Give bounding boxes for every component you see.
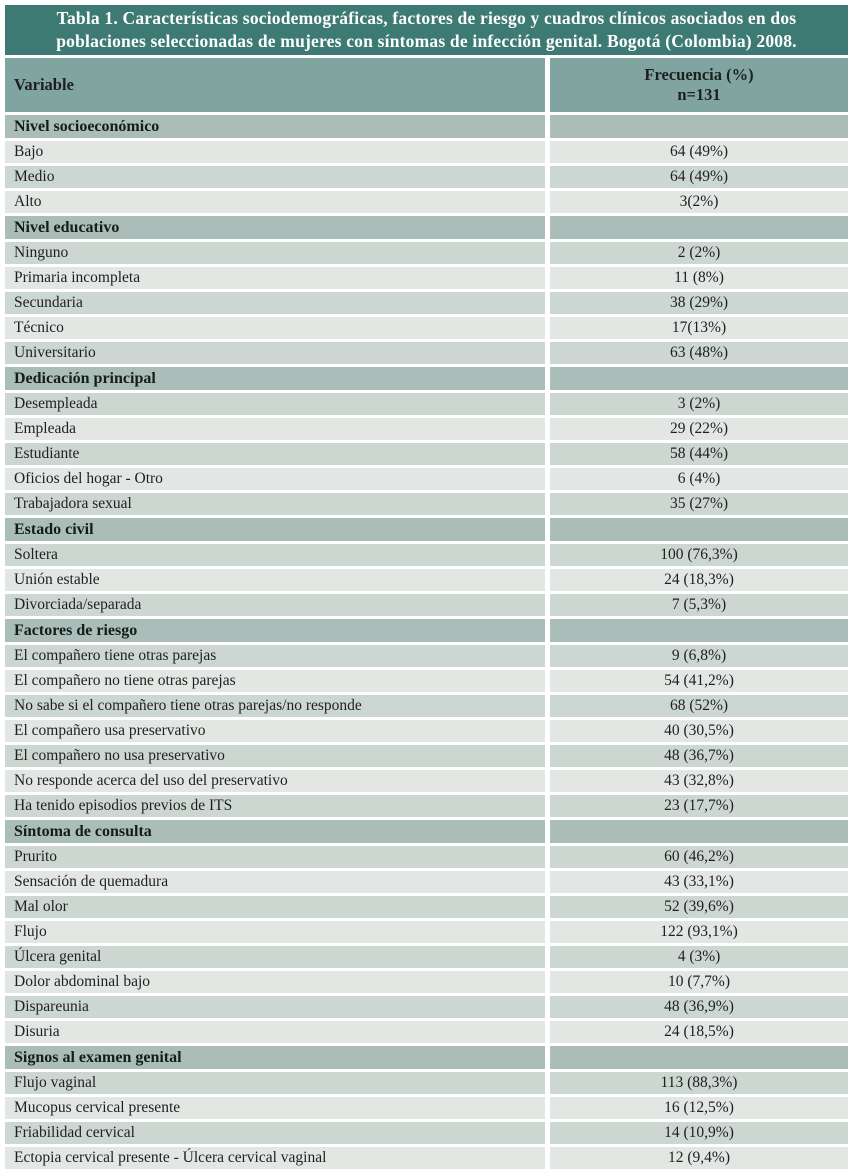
row-label: Secundaria (5, 292, 545, 314)
section-header-label: Estado civil (5, 518, 545, 541)
row-value: 64 (49%) (550, 141, 848, 163)
row-value: 35 (27%) (550, 493, 848, 515)
row-label: El compañero no tiene otras parejas (5, 670, 545, 692)
table-row (5, 996, 848, 1018)
row-label: Flujo vaginal (5, 1072, 545, 1094)
section-header-spacer (550, 820, 848, 843)
section-header-label: Factores de riesgo (5, 619, 545, 642)
table-row (5, 166, 848, 188)
row-value: 10 (7,7%) (550, 971, 848, 993)
row-label: No sabe si el compañero tiene otras parejas/no responde (5, 695, 545, 717)
row-label: El compañero usa preservativo (5, 720, 545, 742)
row-label: Unión estable (5, 569, 545, 591)
row-label: Oficios del hogar - Otro (5, 468, 545, 490)
row-value: 9 (6,8%) (550, 645, 848, 667)
table-row (5, 795, 848, 817)
table-row (5, 871, 848, 893)
row-label: Primaria incompleta (5, 267, 545, 289)
row-label: Friabilidad cervical (5, 1122, 545, 1144)
table-row (5, 946, 848, 968)
table-row (5, 292, 848, 314)
section-header (5, 518, 848, 541)
table-row (5, 468, 848, 490)
table-row (5, 493, 848, 515)
section-header-label: Síntoma de consulta (5, 820, 545, 843)
row-label: El compañero tiene otras parejas (5, 645, 545, 667)
row-label: Prurito (5, 846, 545, 868)
table-row (5, 1072, 848, 1094)
row-label: Desempleada (5, 393, 545, 415)
row-value: 68 (52%) (550, 695, 848, 717)
row-value: 63 (48%) (550, 342, 848, 364)
section-header-spacer (550, 1046, 848, 1069)
table-row (5, 594, 848, 616)
section-header-label: Nivel socioeconómico (5, 115, 545, 138)
row-value: 7 (5,3%) (550, 594, 848, 616)
row-label: Universitario (5, 342, 545, 364)
table-row (5, 1097, 848, 1119)
row-label: Ha tenido episodios previos de ITS (5, 795, 545, 817)
row-label: Mucopus cervical presente (5, 1097, 545, 1119)
row-value: 48 (36,9%) (550, 996, 848, 1018)
section-header-label: Nivel educativo (5, 216, 545, 239)
table-row (5, 342, 848, 364)
row-label: Flujo (5, 921, 545, 943)
row-label: Estudiante (5, 443, 545, 465)
section-header (5, 216, 848, 239)
table-row (5, 896, 848, 918)
table-body (5, 115, 848, 1169)
column-header-variable: Variable (5, 58, 545, 112)
row-label: Soltera (5, 544, 545, 566)
row-value: 48 (36,7%) (550, 745, 848, 767)
row-value: 52 (39,6%) (550, 896, 848, 918)
row-label: Dolor abdominal bajo (5, 971, 545, 993)
row-value: 16 (12,5%) (550, 1097, 848, 1119)
row-label: Mal olor (5, 896, 545, 918)
table-row (5, 141, 848, 163)
row-label: Bajo (5, 141, 545, 163)
row-value: 100 (76,3%) (550, 544, 848, 566)
table-row (5, 971, 848, 993)
row-value: 113 (88,3%) (550, 1072, 848, 1094)
row-value: 58 (44%) (550, 443, 848, 465)
row-value: 24 (18,3%) (550, 569, 848, 591)
section-header-spacer (550, 367, 848, 390)
table-row (5, 670, 848, 692)
section-header-spacer (550, 216, 848, 239)
section-header-spacer (550, 518, 848, 541)
row-value: 54 (41,2%) (550, 670, 848, 692)
table-row (5, 393, 848, 415)
row-value: 12 (9,4%) (550, 1147, 848, 1169)
table-title: Tabla 1. Características sociodemográficas, factores de riesgo y cuadros clínicos asociados en dos poblaciones seleccionadas de mujeres con síntomas de infección genital. Bogotá (Colombia) 2008. (5, 5, 848, 55)
row-label: Disuria (5, 1021, 545, 1043)
table-row (5, 1021, 848, 1043)
row-value: 2 (2%) (550, 242, 848, 264)
table-row (5, 191, 848, 213)
row-value: 23 (17,7%) (550, 795, 848, 817)
table-row (5, 544, 848, 566)
table-row (5, 770, 848, 792)
section-header-label: Dedicación principal (5, 367, 545, 390)
row-label: Ninguno (5, 242, 545, 264)
row-value: 43 (33,1%) (550, 871, 848, 893)
table-row (5, 846, 848, 868)
row-value: 6 (4%) (550, 468, 848, 490)
row-value: 122 (93,1%) (550, 921, 848, 943)
row-value: 38 (29%) (550, 292, 848, 314)
section-header (5, 367, 848, 390)
row-label: Empleada (5, 418, 545, 440)
table-row (5, 267, 848, 289)
section-header (5, 619, 848, 642)
row-value: 24 (18,5%) (550, 1021, 848, 1043)
table-row (5, 745, 848, 767)
frequency-label: Frecuencia (%) (644, 65, 754, 84)
section-header-spacer (550, 619, 848, 642)
row-value: 60 (46,2%) (550, 846, 848, 868)
section-header-label: Signos al examen genital (5, 1046, 545, 1069)
section-header (5, 820, 848, 843)
row-label: Medio (5, 166, 545, 188)
table-row (5, 695, 848, 717)
row-label: Técnico (5, 317, 545, 339)
row-label: Trabajadora sexual (5, 493, 545, 515)
table-row (5, 443, 848, 465)
row-value: 29 (22%) (550, 418, 848, 440)
row-value: 43 (32,8%) (550, 770, 848, 792)
row-label: Divorciada/separada (5, 594, 545, 616)
row-value: 3(2%) (550, 191, 848, 213)
table-row (5, 1122, 848, 1144)
table-row (5, 1147, 848, 1169)
row-value: 11 (8%) (550, 267, 848, 289)
row-label: Úlcera genital (5, 946, 545, 968)
row-value: 40 (30,5%) (550, 720, 848, 742)
row-value: 64 (49%) (550, 166, 848, 188)
table-row (5, 418, 848, 440)
row-label: Ectopia cervical presente - Úlcera cervical vaginal (5, 1147, 545, 1169)
row-value: 14 (10,9%) (550, 1122, 848, 1144)
row-label: Alto (5, 191, 545, 213)
row-label: No responde acerca del uso del preservativo (5, 770, 545, 792)
section-header (5, 1046, 848, 1069)
row-label: Sensación de quemadura (5, 871, 545, 893)
table-row (5, 242, 848, 264)
section-header-spacer (550, 115, 848, 138)
row-label: Dispareunia (5, 996, 545, 1018)
table-row (5, 317, 848, 339)
table-row (5, 569, 848, 591)
column-header-frequency (550, 58, 848, 112)
table-row (5, 645, 848, 667)
row-value: 3 (2%) (550, 393, 848, 415)
row-label: El compañero no usa preservativo (5, 745, 545, 767)
section-header (5, 115, 848, 138)
row-value: 17(13%) (550, 317, 848, 339)
table-row (5, 921, 848, 943)
column-header-row (5, 58, 848, 112)
frequency-n: n=131 (677, 85, 721, 104)
table-row (5, 720, 848, 742)
row-value: 4 (3%) (550, 946, 848, 968)
